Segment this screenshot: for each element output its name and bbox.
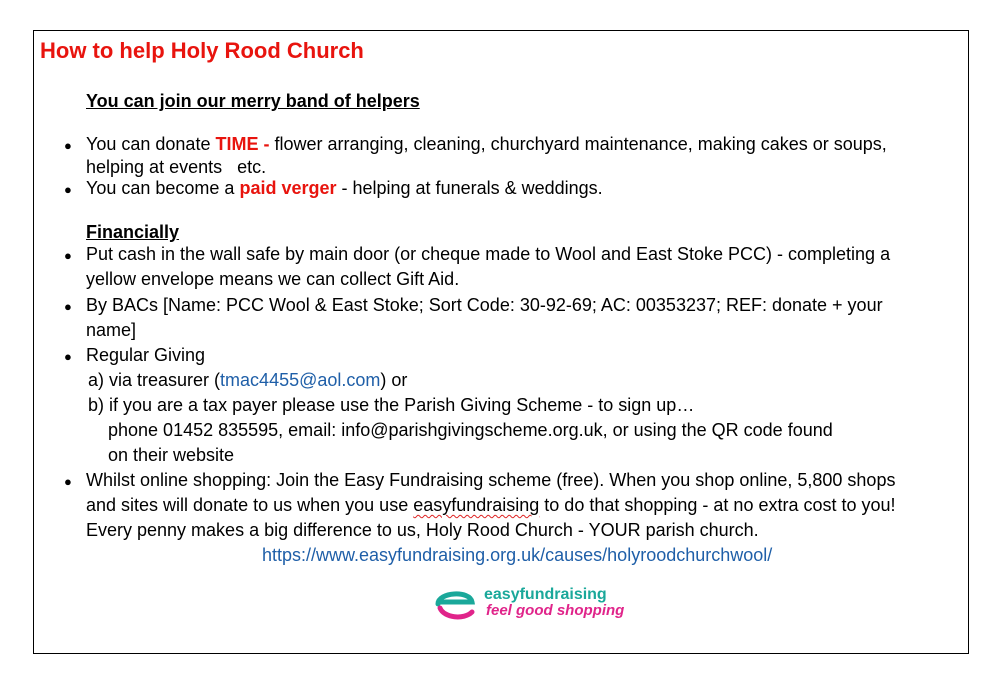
logo-tagline: feel good shopping bbox=[486, 602, 625, 619]
bullet-icon: ● bbox=[64, 474, 72, 489]
financially-heading: Financially bbox=[86, 222, 180, 242]
parish-giving-line-3: on their website bbox=[108, 445, 235, 465]
time-line-2: helping at events etc. bbox=[86, 157, 267, 177]
shop-line-2-word: easyfundraising bbox=[413, 495, 540, 515]
bullet-icon: ● bbox=[64, 349, 72, 364]
bullet-icon: ● bbox=[64, 299, 72, 314]
bacs-line-2: name] bbox=[86, 320, 137, 340]
bullet-icon: ● bbox=[64, 182, 72, 197]
time-highlight: TIME - bbox=[215, 134, 270, 154]
shop-line-3: Every penny makes a big difference to us, Holy Rood Church - YOUR parish church. bbox=[86, 520, 759, 540]
regular-giving: Regular Giving bbox=[86, 345, 206, 365]
shop-line-2-pre: and sites will donate to us when you use bbox=[86, 495, 414, 515]
verger-rest: - helping at funerals & weddings. bbox=[336, 178, 603, 198]
verger-prefix: You can become a bbox=[86, 178, 240, 198]
shop-line-1: Whilst online shopping: Join the Easy Fundraising scheme (free). When you shop online, 5,800 shops bbox=[86, 470, 896, 490]
verger-highlight: paid verger bbox=[239, 178, 337, 198]
verger-line bbox=[86, 176, 603, 201]
parish-giving-line-2: phone 01452 835595, email: info@parishgivingscheme.org.uk, or using the QR code found bbox=[108, 420, 833, 440]
treasurer-email-link[interactable]: tmac4455@aol.com bbox=[220, 370, 381, 390]
time-line-1 bbox=[86, 132, 887, 157]
logo-name: easyfundraising bbox=[484, 586, 607, 603]
easyfundraising-e-logo-icon bbox=[432, 584, 478, 624]
bacs-line-1: By BACs [Name: PCC Wool & East Stoke; Sort Code: 30-92-69; AC: 00353237; REF: donate + your bbox=[86, 295, 883, 315]
helpers-heading: You can join our merry band of helpers bbox=[86, 91, 420, 111]
page-title: How to help Holy Rood Church bbox=[40, 38, 364, 63]
time-prefix: You can donate bbox=[86, 134, 216, 154]
bullet-icon: ● bbox=[64, 248, 72, 263]
time-rest: flower arranging, cleaning, churchyard maintenance, making cakes or soups, bbox=[269, 134, 887, 154]
treasurer-suffix: ) or bbox=[380, 370, 408, 390]
cash-line-2: yellow envelope means we can collect Gift Aid. bbox=[86, 269, 460, 289]
parish-giving-line-1: b) if you are a tax payer please use the Parish Giving Scheme - to sign up… bbox=[88, 395, 695, 415]
treasurer-line bbox=[88, 368, 407, 393]
shop-line-2 bbox=[86, 493, 896, 518]
bullet-icon: ● bbox=[64, 138, 72, 153]
shop-line-2-post: to do that shopping - at no extra cost to you! bbox=[539, 495, 896, 515]
easyfundraising-url-link[interactable]: https://www.easyfundraising.org.uk/causes/holyroodchurchwool/ bbox=[262, 545, 773, 565]
cash-line-1: Put cash in the wall safe by main door (or cheque made to Wool and East Stoke PCC) - completing a bbox=[86, 244, 891, 264]
treasurer-prefix: a) via treasurer ( bbox=[88, 370, 221, 390]
